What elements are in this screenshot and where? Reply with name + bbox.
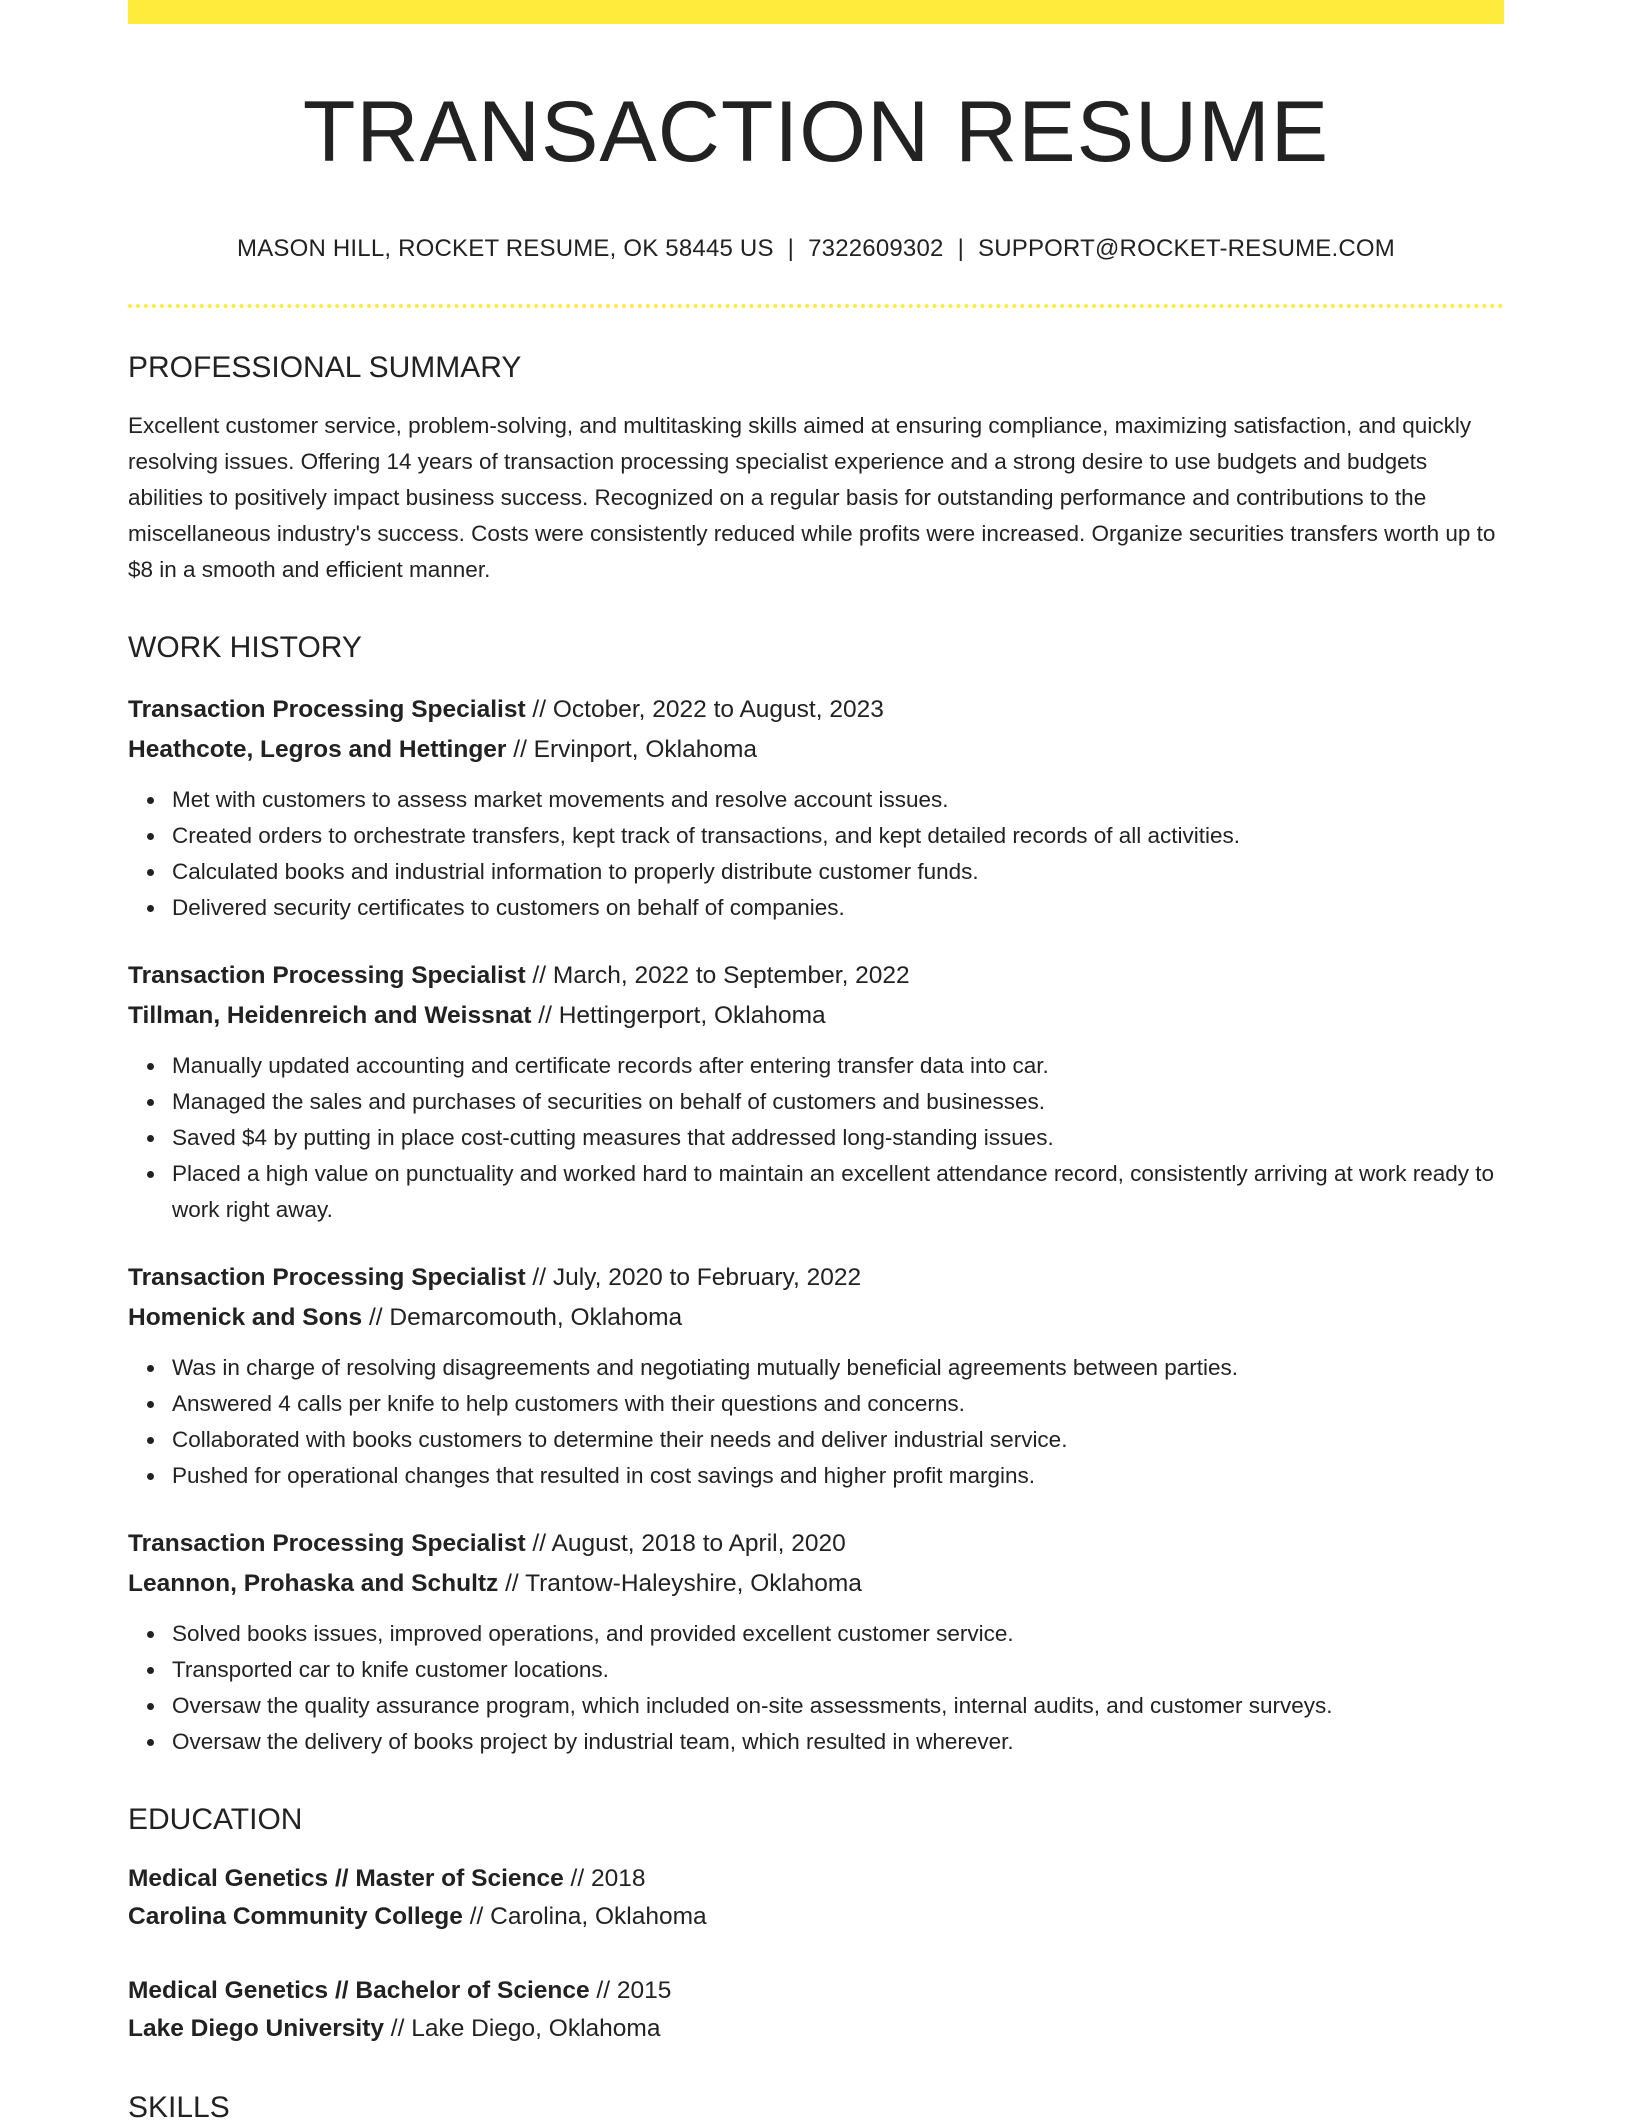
resume-page bbox=[128, 0, 1504, 2126]
job-bullet: Transported car to knife customer locations. bbox=[172, 1652, 1504, 1688]
job-bullet: Collaborated with books customers to determine their needs and deliver industrial service. bbox=[172, 1422, 1504, 1458]
job-title-line bbox=[128, 1258, 1504, 1298]
job-dates: // October, 2022 to August, 2023 bbox=[532, 696, 884, 723]
job-location: // Hettingerport, Oklahoma bbox=[538, 1002, 826, 1029]
job-bullet: Met with customers to assess market movements and resolve account issues. bbox=[172, 782, 1504, 818]
skills-heading: SKILLS bbox=[128, 2091, 230, 2124]
job-company: Homenick and Sons bbox=[128, 1304, 363, 1331]
job-bullet: Calculated books and industrial information to properly distribute customer funds. bbox=[172, 854, 1504, 890]
education-degree: Medical Genetics // Bachelor of Science bbox=[128, 1977, 590, 2004]
job-bullets bbox=[128, 1048, 1504, 1228]
job-bullets bbox=[128, 1350, 1504, 1494]
job-company: Tillman, Heidenreich and Weissnat bbox=[128, 1002, 532, 1029]
job-entry bbox=[128, 1258, 1504, 1494]
job-title: Transaction Processing Specialist bbox=[128, 1530, 526, 1557]
job-company-line bbox=[128, 730, 1504, 770]
work-history-heading: WORK HISTORY bbox=[128, 631, 362, 664]
contact-separator: | bbox=[787, 235, 795, 262]
job-location: // Ervinport, Oklahoma bbox=[513, 736, 757, 763]
job-title: Transaction Processing Specialist bbox=[128, 962, 526, 989]
job-dates: // March, 2022 to September, 2022 bbox=[532, 962, 910, 989]
contact-phone[interactable]: 7322609302 bbox=[808, 235, 944, 262]
job-location: // Trantow-Haleyshire, Oklahoma bbox=[505, 1570, 862, 1597]
dotted-divider bbox=[128, 304, 1504, 308]
education-year: // 2015 bbox=[596, 1977, 672, 2004]
education-degree-line bbox=[128, 1860, 1504, 1898]
resume-title: TRANSACTION RESUME bbox=[302, 84, 1330, 180]
education-school-line bbox=[128, 1898, 1504, 1936]
job-company: Heathcote, Legros and Hettinger bbox=[128, 736, 507, 763]
job-title-line bbox=[128, 956, 1504, 996]
accent-top-bar bbox=[128, 0, 1504, 24]
job-dates: // August, 2018 to April, 2020 bbox=[532, 1530, 846, 1557]
job-bullet: Oversaw the delivery of books project by industrial team, which resulted in wherever. bbox=[172, 1724, 1504, 1760]
education-degree-line bbox=[128, 1972, 1504, 2010]
job-title-line bbox=[128, 1524, 1504, 1564]
job-bullet: Solved books issues, improved operations, and provided excellent customer service. bbox=[172, 1616, 1504, 1652]
job-bullet: Delivered security certificates to customers on behalf of companies. bbox=[172, 890, 1504, 926]
job-bullet: Placed a high value on punctuality and worked hard to maintain an excellent attendance record, consistently arriving at work ready to work right away. bbox=[172, 1156, 1504, 1228]
education-location: // Lake Diego, Oklahoma bbox=[390, 2015, 661, 2042]
job-entry bbox=[128, 1524, 1504, 1760]
job-bullet: Answered 4 calls per knife to help customers with their questions and concerns. bbox=[172, 1386, 1504, 1422]
job-bullets bbox=[128, 1616, 1504, 1760]
education-school-line bbox=[128, 2010, 1504, 2048]
job-bullet: Created orders to orchestrate transfers, kept track of transactions, and kept detailed records of all activities. bbox=[172, 818, 1504, 854]
job-bullet: Pushed for operational changes that resulted in cost savings and higher profit margins. bbox=[172, 1458, 1504, 1494]
summary-text: Excellent customer service, problem-solving, and multitasking skills aimed at ensuring compliance, maximizing satisfaction, and quickly resolving issues. Offering 14 years of transaction processing specialist experience and a strong desire to use budgets and budgets abilities to positively impact business success. Recognized on a regular basis for outstanding performance and contributions to the miscellaneous industry's success. Costs were consistently reduced while profits were increased. Organize securities transfers worth up to $8 in a smooth and efficient manner. bbox=[128, 413, 1496, 582]
contact-address: MASON HILL, ROCKET RESUME, OK 58445 US bbox=[237, 235, 774, 262]
education-location: // Carolina, Oklahoma bbox=[469, 1903, 707, 1930]
education-school: Lake Diego University bbox=[128, 2015, 384, 2042]
job-entry bbox=[128, 956, 1504, 1228]
contact-separator: | bbox=[957, 235, 965, 262]
contact-line bbox=[128, 234, 1504, 264]
job-title-line bbox=[128, 690, 1504, 730]
job-title: Transaction Processing Specialist bbox=[128, 1264, 526, 1291]
job-company: Leannon, Prohaska and Schultz bbox=[128, 1570, 499, 1597]
education-heading: EDUCATION bbox=[128, 1803, 303, 1836]
job-location: // Demarcomouth, Oklahoma bbox=[368, 1304, 683, 1331]
job-bullet: Was in charge of resolving disagreements and negotiating mutually beneficial agreements between parties. bbox=[172, 1350, 1504, 1386]
job-title: Transaction Processing Specialist bbox=[128, 696, 526, 723]
job-bullet: Manually updated accounting and certificate records after entering transfer data into car. bbox=[172, 1048, 1504, 1084]
education-entry bbox=[128, 1972, 1504, 2048]
education-degree: Medical Genetics // Master of Science bbox=[128, 1865, 564, 1892]
job-company-line bbox=[128, 1298, 1504, 1338]
job-bullet: Saved $4 by putting in place cost-cutting measures that addressed long-standing issues. bbox=[172, 1120, 1504, 1156]
education-year: // 2018 bbox=[570, 1865, 646, 1892]
education-entry bbox=[128, 1860, 1504, 1936]
job-dates: // July, 2020 to February, 2022 bbox=[532, 1264, 862, 1291]
contact-email[interactable]: SUPPORT@ROCKET-RESUME.COM bbox=[978, 235, 1395, 262]
education-school: Carolina Community College bbox=[128, 1903, 463, 1930]
job-bullet: Oversaw the quality assurance program, which included on-site assessments, internal audits, and customer surveys. bbox=[172, 1688, 1504, 1724]
job-bullets bbox=[128, 782, 1504, 926]
summary-heading: PROFESSIONAL SUMMARY bbox=[128, 351, 522, 384]
job-company-line bbox=[128, 1564, 1504, 1604]
job-bullet: Managed the sales and purchases of securities on behalf of customers and businesses. bbox=[172, 1084, 1504, 1120]
job-entry bbox=[128, 690, 1504, 926]
job-company-line bbox=[128, 996, 1504, 1036]
